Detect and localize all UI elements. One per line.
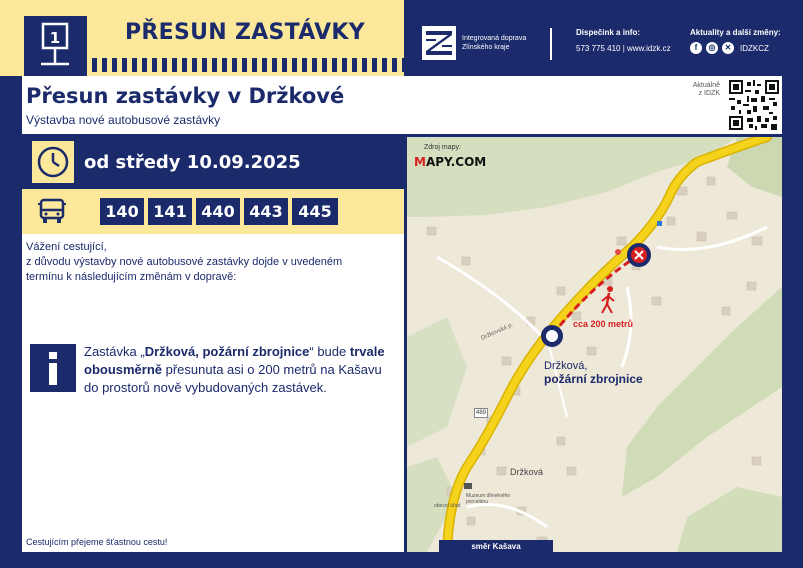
museum-label-line1: Muzeum dřevěného xyxy=(466,493,511,499)
farewell-text: Cestujícím přejeme šťastnou cestu! xyxy=(26,537,168,547)
info-text-part1: Zastávka „ xyxy=(84,344,145,359)
map[interactable] xyxy=(407,137,782,552)
x-icon[interactable]: ✕ xyxy=(722,42,734,54)
info-icon xyxy=(30,344,76,392)
header-divider xyxy=(550,28,552,60)
page-title: Přesun zastávky v Držkové xyxy=(26,84,345,108)
clock-icon xyxy=(32,141,74,183)
stop-label-line2: požární zbrojnice xyxy=(544,372,643,386)
qr-caption xyxy=(672,82,720,98)
office-label: obecní úřad xyxy=(434,503,461,509)
mapy-logo-m: M xyxy=(414,155,426,169)
org-name-line2: Zlínského kraje xyxy=(462,44,510,51)
header-stripes xyxy=(92,58,404,72)
intro-line1: Vážení cestující, xyxy=(26,241,107,253)
dispatch-info[interactable]: 573 775 410 | www.idzk.cz xyxy=(576,44,671,53)
news-title: Aktuality a další změny: xyxy=(690,28,781,37)
new-stop-icon xyxy=(541,325,563,347)
social-handle: IDZKCZ xyxy=(740,43,769,53)
road-number: 489 xyxy=(475,410,486,416)
mapy-logo xyxy=(414,155,486,169)
info-stop-name: Držková, požární zbrojnice xyxy=(144,344,310,359)
town-label: Držková xyxy=(510,467,544,477)
intro-line3: termínu k následujícím změnám v dopravě: xyxy=(26,271,237,283)
line-badge: 445 xyxy=(292,198,338,225)
distance-label: cca 200 metrů xyxy=(573,319,634,329)
bus-icon xyxy=(36,198,68,224)
dispatch-title: Dispečink a info: xyxy=(576,28,641,37)
line-badge: 443 xyxy=(244,198,288,225)
direction-label: směr Kašava xyxy=(439,540,553,554)
cancelled-stop-icon xyxy=(627,243,651,267)
info-emphasis: trvale obousměrně xyxy=(84,344,385,377)
org-name-line1: Integrovaná doprava xyxy=(462,35,527,42)
idzk-logo xyxy=(422,26,456,60)
info-text-part3: přesunuta asi o 200 metrů na Kašavu do prostorů nově vybudovaných zastávek. xyxy=(84,362,382,395)
museum-label xyxy=(466,493,510,505)
title-section xyxy=(22,76,782,134)
social-links xyxy=(690,42,769,54)
museum-label-line2: porcelánu xyxy=(466,499,488,505)
info-text-part2: “ bude xyxy=(309,344,347,359)
line-badge: 141 xyxy=(148,198,192,225)
qr-caption-line1: Aktuálně xyxy=(692,82,720,89)
page-subtitle: Výstavba nové autobusové zastávky xyxy=(26,113,221,127)
intro-text xyxy=(26,240,396,285)
bus-stop-sign-icon xyxy=(24,16,87,76)
line-badge: 440 xyxy=(196,198,240,225)
effective-date: od středy 10.09.2025 xyxy=(84,152,301,173)
map-source-label: Zdroj mapy: xyxy=(424,144,461,151)
org-name xyxy=(462,34,526,52)
info-text xyxy=(84,343,394,397)
street-label: Držkovské p. xyxy=(480,322,515,342)
instagram-icon[interactable]: ◎ xyxy=(706,42,718,54)
qr-code[interactable] xyxy=(729,80,779,130)
qr-caption-line2: z IDZK xyxy=(698,90,720,97)
intro-line2: z důvodu výstavby nové autobusové zastávky dojde v uvedeném xyxy=(26,256,343,268)
facebook-icon[interactable]: f xyxy=(690,42,702,54)
mapy-logo-rest: APY.COM xyxy=(425,155,487,169)
sign-number: 1 xyxy=(49,29,61,47)
line-badge: 140 xyxy=(100,198,144,225)
header-title: PŘESUN ZASTÁVKY xyxy=(124,20,366,45)
stop-label-line1: Držková, xyxy=(544,360,588,372)
